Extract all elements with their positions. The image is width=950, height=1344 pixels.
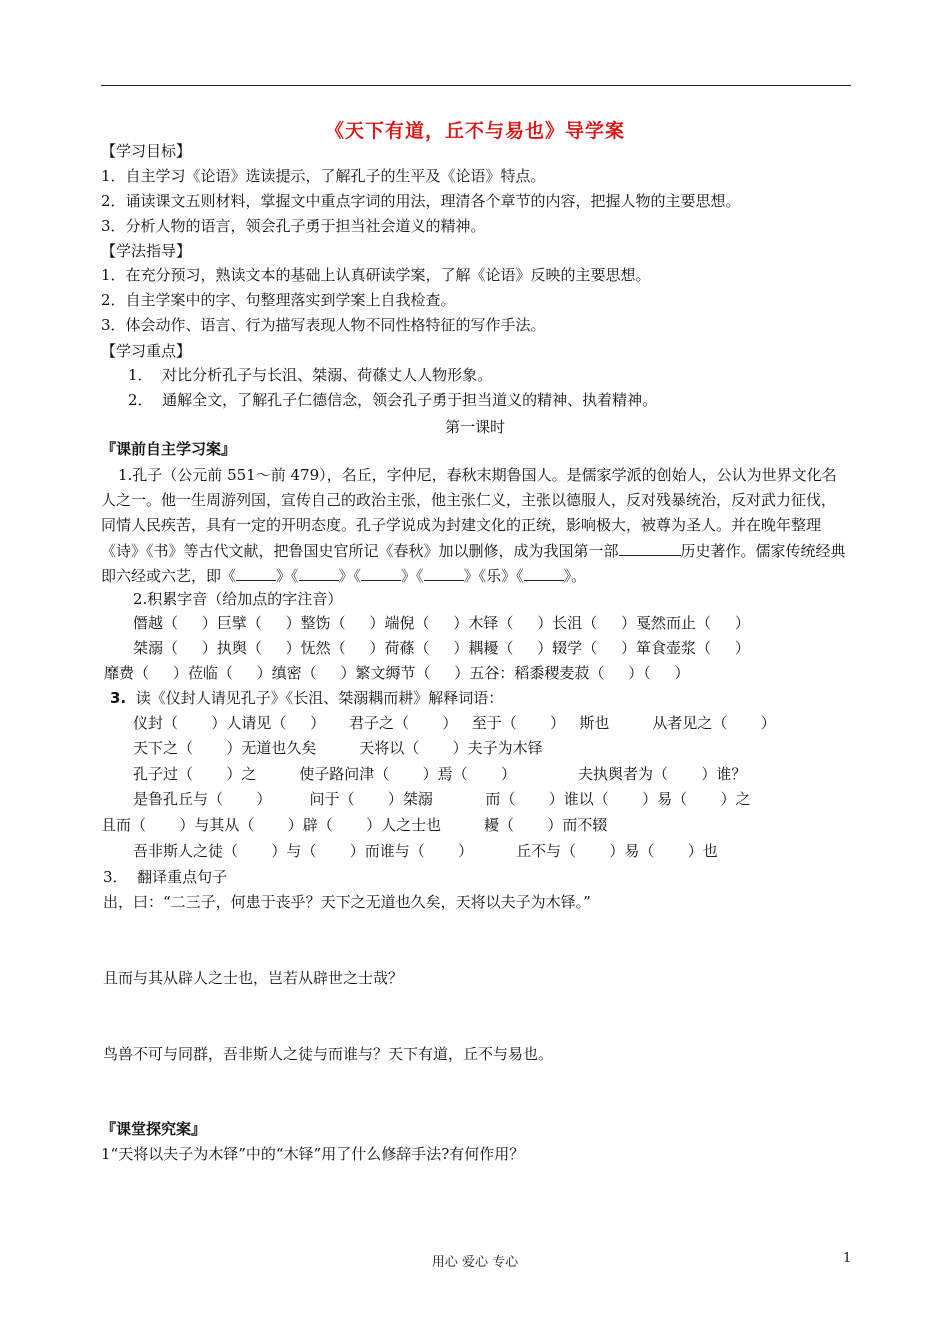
lesson-label: 第一课时	[444, 418, 505, 436]
vocab-row: 仪封（ ）人请见（ ） 君子之（ ） 至于（ ） 斯也 从者见之（ ）	[133, 714, 776, 732]
vocab-row: 且而（ ）与其从（ ）辟（ ）人之士也 耰（ ）而不辍	[101, 816, 608, 834]
intro-line: 同情人民疾苦，具有一定的开明态度。孔子学说成为封建文化的正统，影响极大，被尊为圣人。并在晚年整理	[101, 516, 822, 534]
explore-question: 1“天将以夫子为木铎”中的“木铎”用了什么修辞手法?有何作用？	[101, 1145, 525, 1163]
pinyin-row: 靡费（ ）莅临（ ）缜密（ ）繁文缛节（ ）五谷：稻黍稷麦菽（ ）（ ）	[104, 664, 690, 682]
method-item: 1．在充分预习，熟读文本的基础上认真研读学案，了解《论语》反映的主要思想。	[101, 266, 651, 284]
vocab-row: 是鲁孔丘与（ ） 问于（ ）桀溺 而（ ）谁以（ ）易（ ）之	[133, 790, 751, 808]
translate-sentence: 出，曰：“二三子，何患于丧乎？天下之无道也久矣，天将以夫子为木铎。”	[103, 893, 591, 911]
focus-item: 1． 对比分析孔子与长沮、桀溺、荷蓧丈人人物形象。	[128, 366, 493, 384]
intro-line: 1.孔子（公元前 551～前 479），名丘，字仲尼，春秋末期鲁国人。是儒家学派的创始人，公认为世界文化名	[118, 466, 837, 484]
method-item: 2．自主学案中的字、句整理落实到学案上自我检查。	[101, 291, 456, 309]
vocab-row: 吾非斯人之徒（ ）与（ ）而谁与（ ） 丘不与（ ）易（ ）也	[133, 842, 718, 860]
fill-blank[interactable]	[524, 566, 564, 581]
goal-item: 2．诵读课文五则材料，掌握文中重点字词的用法，理清各个章节的内容，把握人物的主要思想。	[101, 192, 741, 210]
document-title: 《天下有道，丘不与易也》导学案	[324, 120, 625, 142]
intro-line: 即六经或六艺，即《 》《 》《 》《 》《乐》《 》。	[101, 567, 587, 585]
vocab-row: 天下之（ ）无道也久矣 天将以（ ）夫子为木铎	[133, 739, 543, 757]
preclass-heading: 『课前自主学习案』	[101, 440, 237, 458]
fill-blank[interactable]	[619, 541, 681, 556]
fill-blank[interactable]	[299, 566, 339, 581]
translate-sentence: 且而与其从辟人之士也，岂若从辟世之士哉？	[103, 969, 404, 987]
goal-item: 3．分析人物的语言，领会孔子勇于担当社会道义的精神。	[101, 217, 486, 235]
translate-heading: 3． 翻译重点句子	[103, 868, 228, 886]
header-rule	[101, 85, 851, 86]
focus-item: 2． 通解全文，了解孔子仁德信念，领会孔子勇于担当道义的精神、执着精神。	[128, 391, 658, 409]
explore-heading: 『课堂探究案』	[101, 1120, 207, 1138]
intro-line: 人之一。他一生周游列国，宣传自己的政治主张，他主张仁义，主张以德服人，反对残暴统治，反对武力征伐，	[101, 491, 837, 509]
intro-line: 《诗》《书》等古代文献，把鲁国史官所记《春秋》加以删修，成为我国第一部 历史著作。儒家传统经典	[101, 542, 846, 560]
fill-blank[interactable]	[361, 566, 401, 581]
pinyin-heading: 2.积累字音（给加点的字注音）	[133, 590, 343, 608]
method-item: 3．体会动作、语言、行为描写表现人物不同性格特征的写作手法。	[101, 316, 546, 334]
fill-blank[interactable]	[424, 566, 464, 581]
page-number: 1	[843, 1251, 852, 1266]
vocab-heading: 3. 读《仪封人请见孔子》《长沮、桀溺耦而耕》解释词语：	[110, 689, 504, 707]
pinyin-row: 僭越（ ）巨擘（ ）整饬（ ）端倪（ ）木铎（ ）长沮（ ）戛然而止（ ）	[133, 614, 750, 632]
focus-heading: 【学习重点】	[101, 342, 192, 360]
method-heading: 【学法指导】	[101, 242, 192, 260]
pinyin-row: 桀溺（ ）执舆（ ）怃然（ ）荷蓧（ ）耦耰（ ）辍学（ ）箪食壶浆（ ）	[133, 639, 750, 657]
goal-item: 1．自主学习《论语》选读提示，了解孔子的生平及《论语》特点。	[101, 167, 546, 185]
translate-sentence: 鸟兽不可与同群，吾非斯人之徒与而谁与？天下有道，丘不与易也。	[103, 1045, 554, 1063]
goals-heading: 【学习目标】	[101, 142, 192, 160]
vocab-row: 孔子过（ ）之 使子路问津（ ）焉（ ） 夫执舆者为（ ）谁？	[133, 765, 747, 783]
fill-blank[interactable]	[236, 566, 276, 581]
page-footer: 用心 爱心 专心	[431, 1255, 519, 1270]
